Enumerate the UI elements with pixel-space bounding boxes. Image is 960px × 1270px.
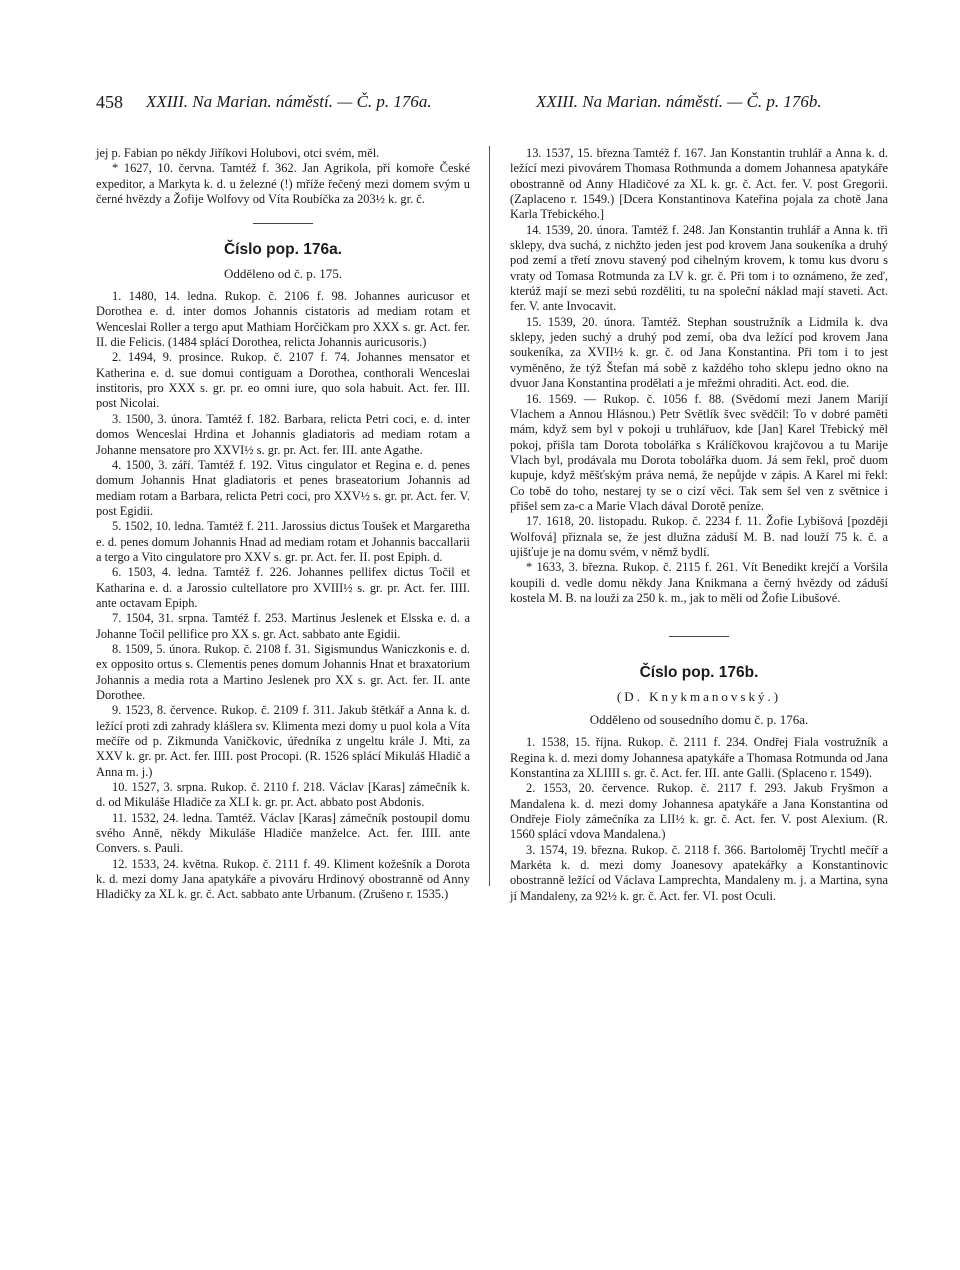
record-entry: 12. 1533, 24. května. Rukop. č. 2111 f. 49. Kliment kožešník a Dorota k. d. mezi domy Jana apatykáře a pivováru Hrdinový obostranně od Anny Hladičky za XL k. gr. č. Act. sabbato ante Urbanum. (Zrušeno r. 1535.): [96, 856, 470, 902]
record-entry: 1. 1480, 14. ledna. Rukop. č. 2106 f. 98. Johannes auricusor et Dorothea e. d. inter domos Johannis cistatoris ad mediam rotam et Wenceslai Roller a tergo aput Mathiam Horčičkam pro XXX s. gr. Act. fer. II. die Felicis. (1484 splácí Dorothea, relicta Johannis auricusoris.): [96, 289, 470, 350]
record-entry: 14. 1539, 20. února. Tamtéž f. 248. Jan Konstantin truhlář a Anna k. tři sklepy, dva suchá, z nichžto jeden jest pod krovem Jana soukeníka a druhý pod zemí a třetí znovu stavený pod cihelným krovem, k tomu kus dvoru s vraty od Tomasa Rotmunda za LV k. gr. č. Při tom i to oznámeno, že zeď, kterúž mají se mezi sebú rozděliti, tu na společní náklad mají staveti. Act. fer. V. ante Invocavit.: [510, 222, 888, 314]
record-entry: 5. 1502, 10. ledna. Tamtéž f. 211. Jarossius dictus Toušek et Margaretha e. d. penes domum Johannis Hnad ad mediam rotam et Johannis baccallarii a tergo a Vito cingulatore pro XXV s. gr. pr. Act. fer. II. post Epiph. d.: [96, 519, 470, 564]
record-entry: 3. 1500, 3. února. Tamtéž f. 182. Barbara, relicta Petri coci, e. d. inter domos Wenceslai Hrdina et Johannis gladiatoris ad mediam rotam a Johanne mensatore pro XXVI½ s. gr. pr. Act. fer. III. ante Agathe.: [96, 411, 470, 457]
record-entry: * 1633, 3. března. Rukop. č. 2115 f. 261. Vít Benedikt krejčí a Voršila koupili d. vedle domu někdy Jana Knikmana a černý hvězdy od záduší kostela M. B. na louži za 250 k. m., jak to měli od Žofie Libušové.: [510, 560, 888, 605]
running-header: [0, 92, 960, 122]
section-subtitle-176b: Odděleno od sousedního domu č. p. 176a.: [589, 712, 809, 727]
record-entry: 8. 1509, 5. února. Rukop. č. 2108 f. 31. Sigismundus Waniczkonis e. d. ex opposito ortus s. Clementis penes domum Johannis Hnat et braxatorium Johannis a media rota a Martino Jeslenek pro XX s. gr. Act. fer. II. ante Dorothee.: [96, 641, 470, 702]
record-entry: 17. 1618, 20. listopadu. Rukop. č. 2234 f. 11. Žofie Lybišová [později Wolfová] přiznala se, že jest dlužna záduší M. B. nad louží 75 k. č. a ujišťuje je na domu svém, v němž bydlí.: [510, 514, 888, 559]
record-entry: 2. 1553, 20. července. Rukop. č. 2117 f. 293. Jakub Fryšmon a Mandalena k. d. mezi domy Johannesa apatykáře a Jana Konstantina od Ondřeje Fioly zámečníka za LII½ k. gr. č. Act. fer. V. post Alexium. (R. 1560 splácí vdova Mandalena.): [510, 781, 888, 842]
intro-paragraph: * 1627, 10. června. Tamtéž f. 362. Jan Agrikola, při komoře České expeditor, a Markyta k. d. u železné (!) mříže řečený mezi domem svým u černé hvězdy a Žofije Wolfovy od Víta Roubíčka za 203½ k. gr. č.: [96, 161, 470, 207]
section-subtitle-176a: Odděleno od č. p. 175.: [223, 265, 343, 281]
record-entry: 13. 1537, 15. března Tamtéž f. 167. Jan Konstantin truhlář a Anna k. d. ležící mezi pivovárem Thomasa Rothmunda a domem Johannesa apatykáře obostranně od Anny Hladičové za XL k. gr. č. Act. fer. V. post Gregorii. (Zaplaceno r. 1549.) [Dcera Konstantinova Kateřina pojala za chotě Jana Karla Třebického.]: [510, 146, 888, 222]
record-entry: 7. 1504, 31. srpna. Tamtéž f. 253. Martinus Jeslenek et Elsska e. d. a Johanne Točil pellifice pro XX s. gr. Act. sabbato ante Egidii.: [96, 611, 470, 641]
intro-paragraph: jej p. Fabian po někdy Jiříkovi Holubovi, otci svém, měl.: [96, 146, 380, 160]
right-column: [510, 146, 888, 904]
record-entry: 1. 1538, 15. října. Rukop. č. 2111 f. 234. Ondřej Fiala vostružník a Regina k. d. mezi domy Johannesa apatykáře a Thomasa Rotmunda od Jana Konstantina za XLIIII s. gr. č. Act. fer. III. ante Galli. (Splaceno r. 1549).: [510, 735, 888, 781]
record-entry: 2. 1494, 9. prosince. Rukop. č. 2107 f. 74. Johannes mensator et Katherina e. d. sue domui contiguam a Dorothea, conthorali Wenceslai institoris, pro XXX s. gr. pr. eo omni iure, quo sola habuit. Act. fer. III. post Nicolai.: [96, 350, 470, 411]
record-entry: 6. 1503, 4. ledna. Tamtéž f. 226. Johannes pellifex dictus Točil et Katharina e. d. a Jarossio cultellatore pro XVIII½ s. gr. pr. Act. fer. IIII. ante octavam Epiph.: [96, 565, 470, 610]
right-running-title: XXIII. Na Marian. náměstí. — Č. p. 176b.: [536, 92, 822, 111]
record-entry: 9. 1523, 8. července. Rukop. č. 2109 f. 311. Jakub štětkář a Anna k. d. ležící proti zdi zahrady klášlera sv. Klimenta mezi domy u puol kola a Víta mečíře od p. Zikmunda Vaničkovic, úředníka z ungeltu krále J. Mti, za XXV k. gr. pr. Act. fer. IIII. post Procopi. (R. 1526 splácí Mikuláš Hladič a Anna m. j.): [96, 703, 470, 779]
record-entry: 11. 1532, 24. ledna. Tamtéž. Václav [Karas] zámečník postoupil domu svého Anně, někdy Mikuláše Hladiče manželce. Act. fer. IIII. ante Convers. s. Pauli.: [96, 810, 470, 856]
left-running-title: XXIII. Na Marian. náměstí. — Č. p. 176a.: [146, 92, 432, 111]
column-rule: [489, 146, 490, 886]
section-divider: [253, 223, 313, 224]
record-entry: 10. 1527, 3. srpna. Rukop. č. 2110 f. 218. Václav [Karas] zámečník k. d. od Mikuláše Hladiče za XLI k. gr. pr. Act. abbato post Abdonis.: [96, 780, 470, 810]
record-entry: 4. 1500, 3. září. Tamtéž f. 192. Vitus cingulator et Regina e. d. penes domum Johannis Hnat gladiatoris et penes braseatorium Johannis ad mediam rotam a Barbara, relicta Petri coci, pro XXV½ s. gr. pr. Act. fer. V. post Egidii.: [96, 457, 470, 518]
section-title-176a: Číslo pop. 176a.: [223, 241, 342, 259]
left-column: [96, 146, 470, 903]
record-entry: 3. 1574, 19. března. Rukop. č. 2118 f. 366. Bartoloměj Trychtl mečíř a Markéta k. d. mezi domy Joanesovy apatekářky a Konstantinovic obostranně ležící od Václava Lamprechta, Mandaleny m. j. a Martina, syna jí Mandaleny, za 92½ k. gr. č. Act. fer. VI. post Oculi.: [510, 842, 888, 903]
section-divider: [669, 636, 729, 637]
record-entry: 16. 1569. — Rukop. č. 1056 f. 88. (Svědomí mezi Janem Marijí Vlachem a Annou Hlásnou.) Petr Světlík švec svědčil: To v dobré paměti mám, když sem byl v pokoji u truhlářuov, kde [Jan] Karel Třebický měl pokoj, přišla tam Dorota tobolářka s Králíčkovou krajčovou a tu Marije Vlach byl, prodávala mu Dorota tobolářka duom. Já sem řekl, proč duom kupuje, když měšťským práva nemá, že nepůjde v zápis. A Karel mi řekl: Co tobě do toho, nestarej ty se o cizí věci. Tak sem šel ven z světnice i přišel sem za-c a Marie Vlach dával Dorotě peníze.: [510, 391, 888, 513]
page-number: 458: [96, 92, 123, 112]
section-house-name: (D. Knykmanovský.): [616, 688, 782, 704]
record-entry: 15. 1539, 20. února. Tamtéž. Stephan soustružník a Lidmila k. dva sklepy, jeden suchý a druhý pod zemí, oba dva ležící pod krovem Jana soukeníka, za XVII½ k. gr. č. od Jana Konstantina. Při tom i to jest vyměněno, že týž Štefan má sobě z každého toho sklepu jedno okno na dvuor Jana Konstantina prodělati a je mřežmi ohraditi. Act. eod. die.: [510, 314, 888, 391]
section-title-176b: Číslo pop. 176b.: [639, 664, 759, 682]
